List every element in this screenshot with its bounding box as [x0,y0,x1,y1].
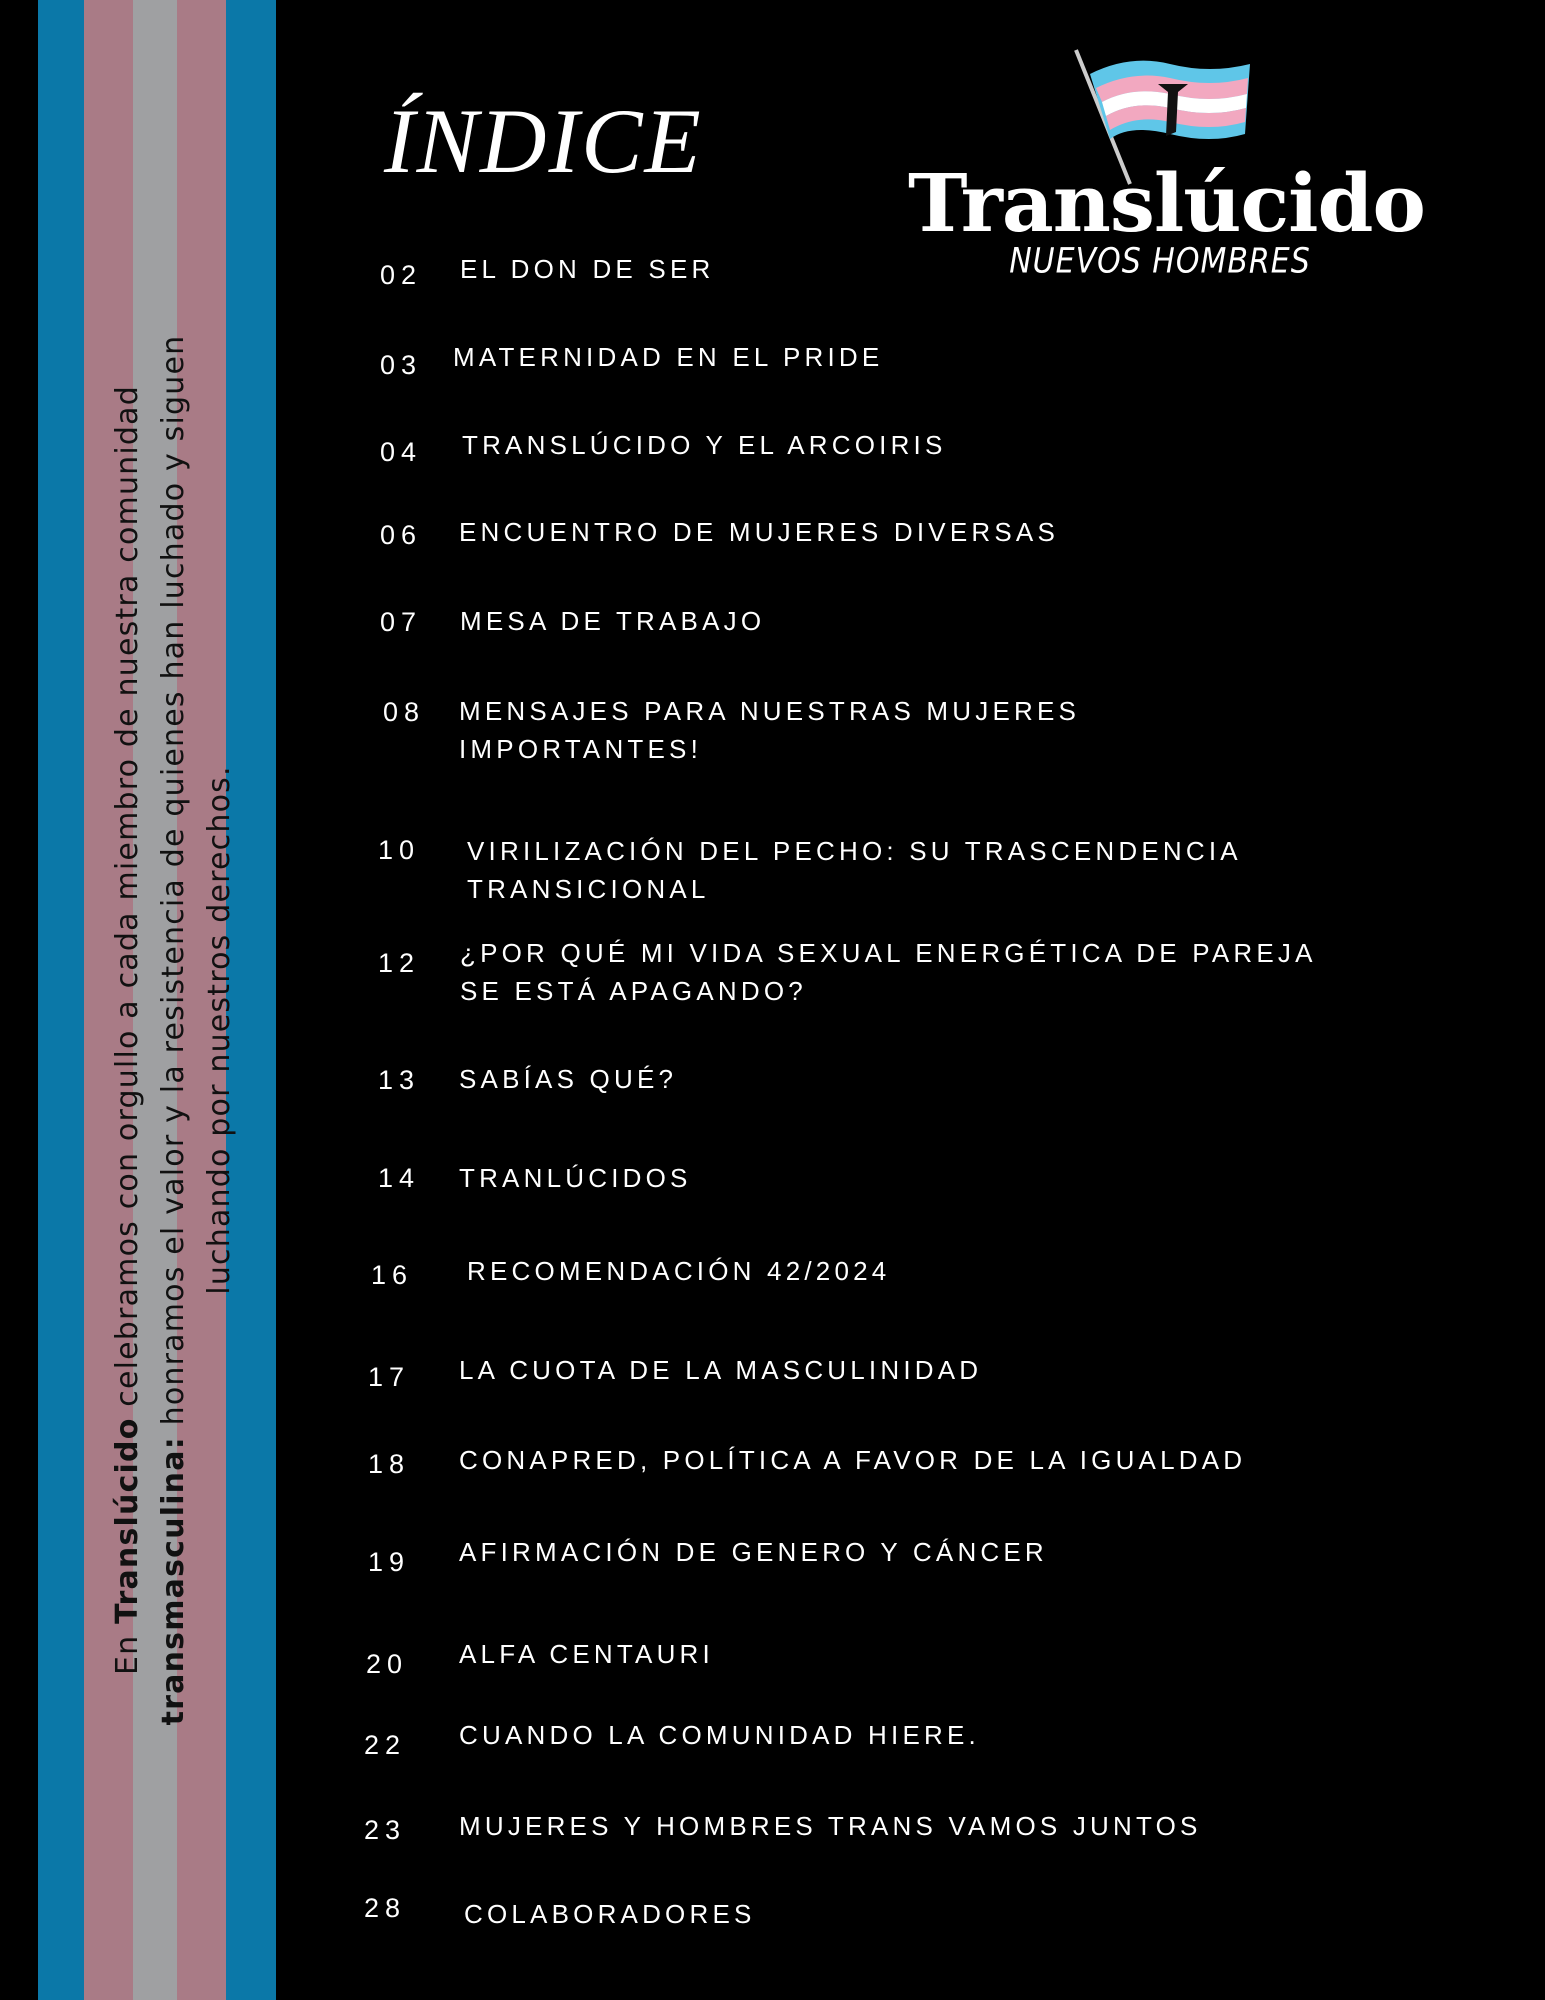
toc-title-line: SE ESTÁ APAGANDO? [460,976,807,1006]
toc-title [459,1807,1202,1845]
toc-page-number: 22 [364,1730,407,1760]
logo-tagline: NUEVOS HOMBRES [1009,241,1311,282]
dedication-line-3: luchando por nuestros derechos. [202,765,237,1295]
toc-page-number: 07 [380,607,423,637]
logo-wordmark: Translúcido [908,156,1425,250]
toc-page-number: 17 [368,1362,411,1392]
toc-page-number: 20 [366,1649,409,1679]
toc-title-line: SABÍAS QUÉ? [459,1064,678,1094]
toc-title-line: ENCUENTRO DE MUJERES DIVERSAS [459,517,1059,547]
toc-title-line: CUANDO LA COMUNIDAD HIERE. [459,1720,980,1750]
page-title: ÍNDICE [384,90,703,192]
toc-page-number: 03 [380,350,423,380]
toc-page-number: 02 [380,260,423,290]
toc-title-line: RECOMENDACIÓN 42/2024 [467,1256,891,1286]
toc-title-line: MESA DE TRABAJO [460,606,766,636]
toc-title-line: MUJERES Y HOMBRES TRANS VAMOS JUNTOS [459,1811,1202,1841]
toc-title [460,602,765,640]
toc-title-line: TRANSLÚCIDO Y EL ARCOIRIS [462,430,947,460]
toc-title [459,513,1059,551]
toc-page-number: 14 [378,1163,421,1193]
toc-title [467,832,1242,908]
toc-page-number: 08 [383,697,426,727]
toc-title [459,1351,982,1389]
toc-title-line: CONAPRED, POLÍTICA A FAVOR DE LA IGUALDAD [459,1445,1247,1475]
toc-title-line: ALFA CENTAURI [459,1639,714,1669]
toc-title [453,338,883,376]
dedication-line-1: En Translúcido celebramos con orgullo a cada miembro de nuestra comunidad [110,385,145,1675]
toc-page-number: 12 [378,948,421,978]
toc-title [460,250,714,288]
toc-title-line: AFIRMACIÓN DE GENERO Y CÁNCER [459,1537,1048,1567]
toc-title [464,1895,756,1933]
toc-title [459,1441,1246,1479]
toc-title-line: MATERNIDAD EN EL PRIDE [453,342,884,372]
toc-page-number: 28 [364,1893,407,1923]
toc-title [459,1716,980,1754]
toc-title [459,1635,714,1673]
toc-title-line: VIRILIZACIÓN DEL PECHO: SU TRASCENDENCIA [467,836,1242,866]
toc-title-line: EL DON DE SER [460,254,715,284]
toc-title-line: MENSAJES PARA NUESTRAS MUJERES [459,696,1081,726]
toc-title [467,1252,890,1290]
toc-title-line: LA CUOTA DE LA MASCULINIDAD [459,1355,983,1385]
toc-title [462,426,947,464]
toc-title [459,1159,692,1197]
toc-title [459,1060,677,1098]
toc-page-number: 04 [380,437,423,467]
toc-title-line: TRANLÚCIDOS [459,1163,692,1193]
toc-title [459,1533,1048,1571]
toc-title [459,692,1080,768]
toc-title-line: COLABORADORES [464,1899,756,1929]
toc-title [460,934,1317,1010]
dedication-line-2: transmasculina: honramos el valor y la resistencia de quienes han luchado y siguen [156,334,191,1726]
toc-page-number: 13 [378,1065,421,1095]
toc-page-number: 23 [364,1815,407,1845]
toc-title-line: ¿POR QUÉ MI VIDA SEXUAL ENERGÉTICA DE PAREJA [460,938,1317,968]
toc-page-number: 19 [368,1547,411,1577]
toc-page-number: 18 [368,1449,411,1479]
toc-page-number: 10 [378,835,421,865]
toc-title-line: IMPORTANTES! [459,734,703,764]
toc-title-line: TRANSICIONAL [467,874,710,904]
toc-page-number: 16 [371,1260,414,1290]
toc-page-number: 06 [380,520,423,550]
